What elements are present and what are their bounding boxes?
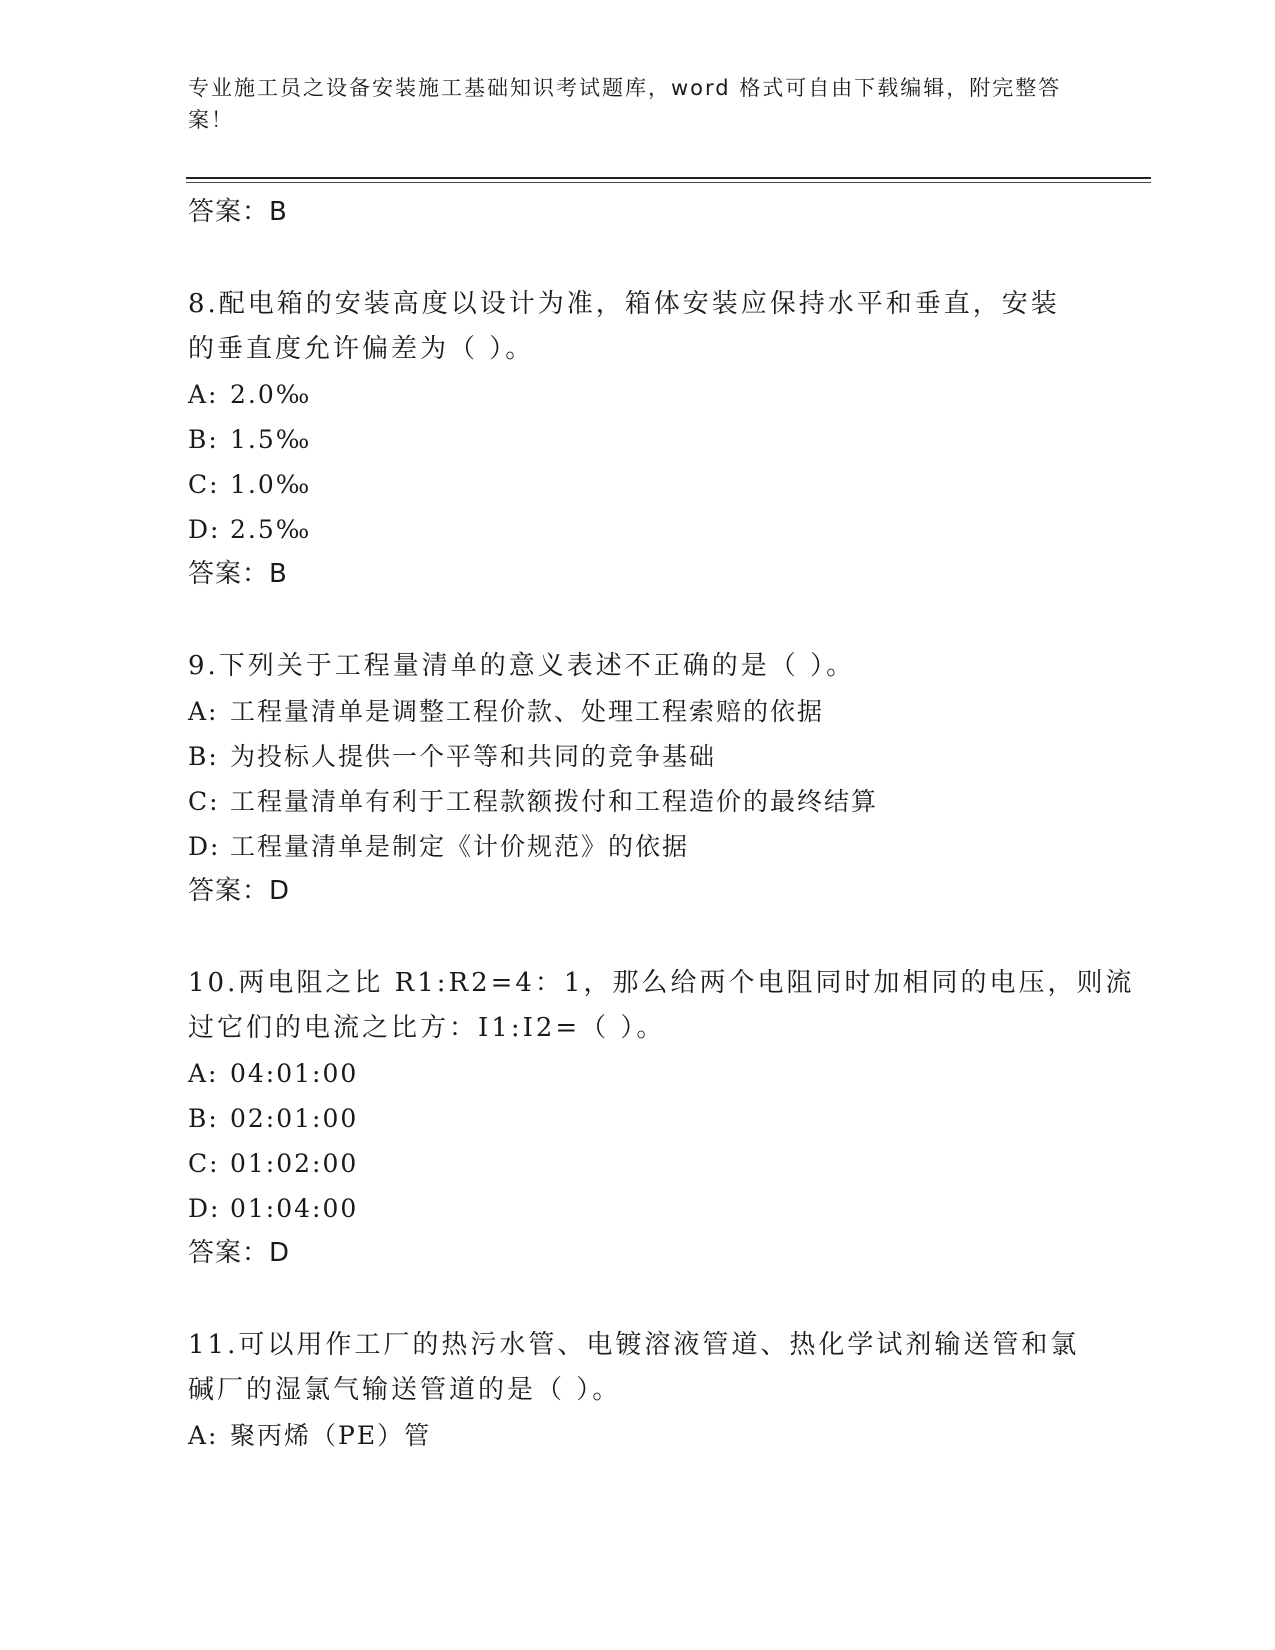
option-letter: C:: [188, 1149, 220, 1178]
question-11: [188, 1323, 1088, 1458]
answer-line: 答案：B: [188, 559, 288, 589]
option-a: [188, 689, 1088, 734]
question-text: 9.下列关于工程量清单的意义表述不正确的是（ ）。: [188, 651, 856, 681]
option-text: 工程量清单是制定《计价规范》的依据: [230, 832, 690, 861]
option-a: [188, 1413, 1088, 1458]
question-text: 的垂直度允许偏差为（ ）。: [188, 334, 535, 364]
option-text: 1.5‰: [230, 425, 312, 454]
option-d: [188, 824, 1088, 869]
option-c: [188, 779, 1088, 824]
option-letter: A:: [188, 697, 219, 726]
option-d: [188, 1186, 1088, 1231]
option-letter: D:: [188, 1194, 221, 1223]
option-letter: A:: [188, 380, 219, 409]
question-text: 10.两电阻之比 R1:R2=4：1，那么给两个电阻同时加相同的电压，则流: [188, 968, 1135, 998]
option-letter: D:: [188, 515, 221, 544]
answer-line: 答案：D: [188, 1238, 291, 1268]
option-letter: A:: [188, 1421, 219, 1450]
option-text: 工程量清单有利于工程款额拨付和工程造价的最终结算: [230, 787, 879, 816]
option-letter: D:: [188, 832, 221, 861]
option-text: 2.5‰: [230, 515, 312, 544]
option-text: 1.0‰: [230, 470, 312, 499]
option-b: [188, 734, 1088, 779]
document-header: 专业施工员之设备安装施工基础知识考试题库，word 格式可自由下载编辑，附完整答案！: [188, 76, 1062, 132]
option-letter: C:: [188, 787, 220, 816]
option-text: 04:01:00: [230, 1059, 359, 1088]
option-text: 聚丙烯（PE）管: [230, 1421, 432, 1450]
question-10: [188, 961, 1135, 1276]
option-c: [188, 1141, 1088, 1186]
option-c: [188, 462, 1088, 507]
option-text: 为投标人提供一个平等和共同的竞争基础: [230, 742, 717, 771]
option-letter: A:: [188, 1059, 219, 1088]
option-letter: B:: [188, 742, 219, 771]
question-text: 碱厂的湿氯气输送管道的是（ ）。: [188, 1375, 622, 1405]
header-rule-thick: [186, 177, 1151, 179]
question-text: 11.可以用作工厂的热污水管、电镀溶液管道、热化学试剂输送管和氯: [188, 1330, 1080, 1360]
answer-line: 答案：B: [188, 197, 288, 227]
question-9: [188, 644, 1088, 914]
option-a: [188, 1051, 1088, 1096]
option-text: 01:02:00: [230, 1149, 359, 1178]
option-letter: B:: [188, 1104, 219, 1133]
question-text: 8.配电箱的安装高度以设计为准，箱体安装应保持水平和垂直，安装: [188, 289, 1060, 319]
question-8: [188, 282, 1088, 597]
option-letter: B:: [188, 425, 219, 454]
option-letter: C:: [188, 470, 220, 499]
option-text: 02:01:00: [230, 1104, 359, 1133]
question-text: 过它们的电流之比方：I1:I2=（ ）。: [188, 1013, 666, 1043]
option-d: [188, 507, 1088, 552]
option-text: 工程量清单是调整工程价款、处理工程索赔的依据: [230, 697, 825, 726]
option-a: [188, 372, 1088, 417]
header-rule-thin: [186, 182, 1151, 183]
question-list: [188, 190, 1135, 1458]
option-text: 2.0‰: [230, 380, 312, 409]
option-text: 01:04:00: [230, 1194, 359, 1223]
option-b: [188, 417, 1088, 462]
option-b: [188, 1096, 1088, 1141]
answer-line: 答案：D: [188, 876, 291, 906]
